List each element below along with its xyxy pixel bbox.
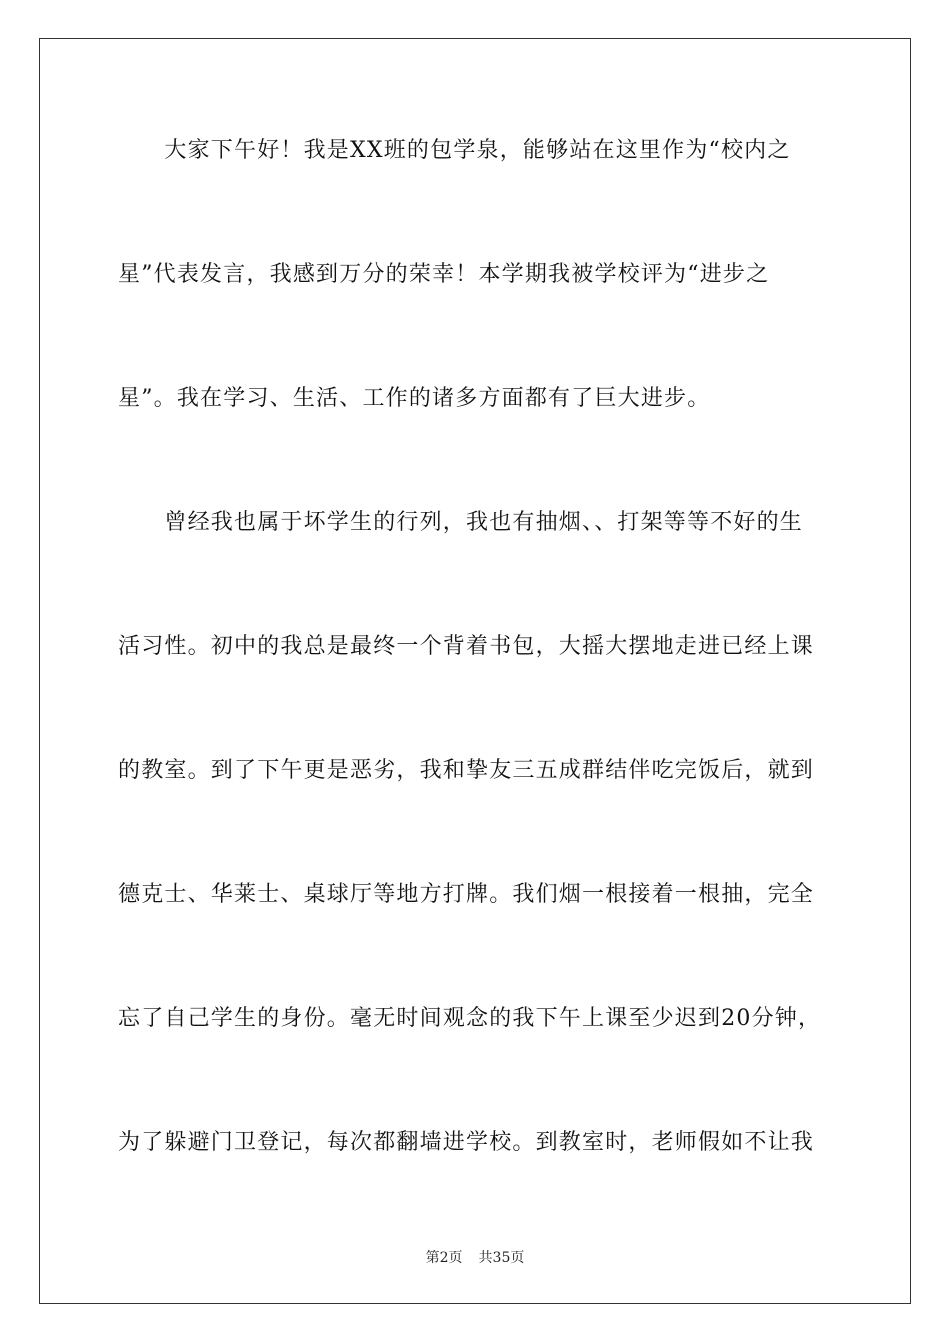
text-line-2: 星”代表发言，我感到万分的荣幸！本学期我被学校评为“进步之 — [118, 262, 770, 287]
page-number: 第2页 — [425, 1250, 463, 1266]
text-line-7: 德克士、华莱士、桌球厅等地方打牌。我们烟一根接着一根抽，完全 — [118, 882, 815, 907]
page-footer — [0, 1247, 950, 1267]
text-line-9: 为了躲避门卫登记，每次都翻墙进学校。到教室时，老师假如不让我 — [118, 1130, 815, 1155]
text-line-4: 曾经我也属于坏学生的行列，我也有抽烟、、打架等等不好的生 — [118, 510, 804, 535]
text-line-6: 的教室。到了下午更是恶劣，我和挚友三五成群结伴吃完饭后，就到 — [118, 758, 815, 783]
page-total: 共35页 — [478, 1250, 525, 1266]
page-border — [39, 38, 911, 1304]
text-line-3: 星”。我在学习、生活、工作的诸多方面都有了巨大进步。 — [118, 386, 711, 411]
text-line-8: 忘了自己学生的身份。毫无时间观念的我下午上课至少迟到20分钟， — [118, 1006, 822, 1031]
text-line-1: 大家下午好！我是XX班的包学泉，能够站在这里作为“校内之 — [118, 138, 791, 163]
text-line-5: 活习性。初中的我总是最终一个背着书包，大摇大摆地走进已经上课 — [118, 634, 815, 659]
